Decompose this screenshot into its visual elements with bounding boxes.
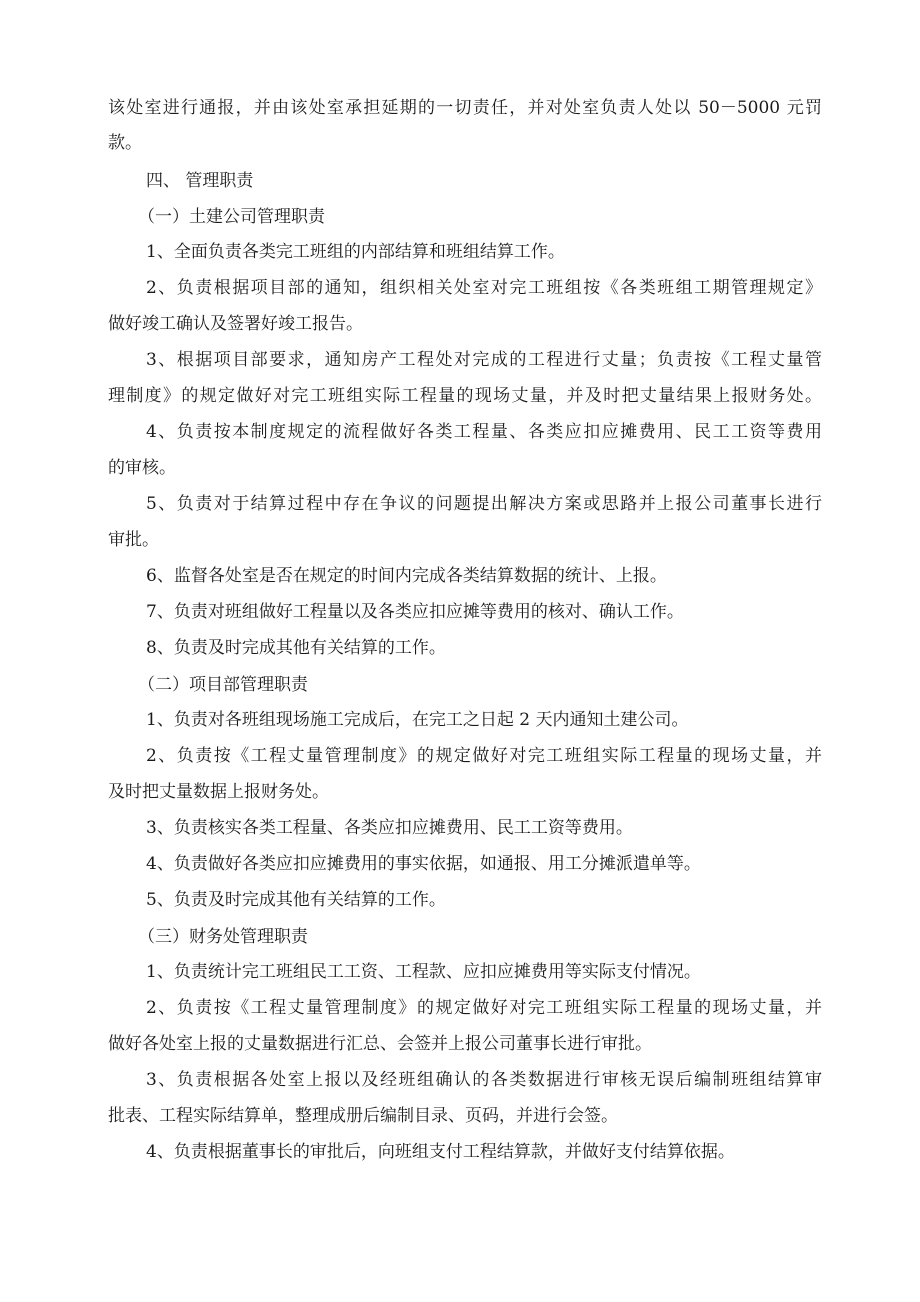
paragraph-line: 6、监督各处室是否在规定的时间内完成各类结算数据的统计、上报。 — [146, 566, 667, 586]
paragraph-line: 5、负责及时完成其他有关结算的工作。 — [146, 890, 446, 910]
paragraph-line: 该处室进行通报，并由该处室承担延期的一切责任，并对处室负责人处以 50－5000 元罚 — [108, 98, 822, 118]
paragraph-line: 款。 — [108, 133, 142, 153]
paragraph-line: 1、负责统计完工班组民工工资、工程款、应扣应摊费用等实际支付情况。 — [146, 962, 701, 982]
paragraph-line: 8、负责及时完成其他有关结算的工作。 — [146, 638, 446, 658]
paragraph-line: 做好各处室上报的丈量数据进行汇总、会签并上报公司董事长进行审批。 — [108, 1034, 652, 1054]
paragraph-line: 1、全面负责各类完工班组的内部结算和班组结算工作。 — [146, 242, 565, 262]
paragraph-line: 5、负责对于结算过程中存在争议的问题提出解决方案或思路并上报公司董事长进行 — [146, 494, 822, 514]
paragraph-line: 2、负责根据项目部的通知，组织相关处室对完工班组按《各类班组工期管理规定》 — [146, 278, 822, 298]
section-heading: 四、 管理职责 — [146, 171, 254, 191]
paragraph-line: 3、负责根据各处室上报以及经班组确认的各类数据进行审核无误后编制班组结算审 — [146, 1070, 822, 1090]
subsection-heading: （二）项目部管理职责 — [138, 675, 308, 695]
paragraph-line: 批表、工程实际结算单，整理成册后编制目录、页码，并进行会签。 — [108, 1106, 618, 1126]
paragraph-line: 1、负责对各班组现场施工完成后，在完工之日起 2 天内通知土建公司。 — [146, 710, 689, 730]
paragraph-line: 4、负责根据董事长的审批后，向班组支付工程结算款，并做好支付结算依据。 — [146, 1142, 735, 1162]
paragraph-line: 做好竣工确认及签署好竣工报告。 — [108, 314, 363, 334]
paragraph-line: 4、负责做好各类应扣应摊费用的事实依据，如通报、用工分摊派遣单等。 — [146, 854, 701, 874]
paragraph-line: 4、负责按本制度规定的流程做好各类工程量、各类应扣应摊费用、民工工资等费用 — [146, 422, 822, 442]
paragraph-line: 及时把丈量数据上报财务处。 — [108, 782, 329, 802]
paragraph-line: 审批。 — [108, 530, 159, 550]
paragraph-line: 7、负责对班组做好工程量以及各类应扣应摊等费用的核对、确认工作。 — [146, 602, 684, 622]
paragraph-line: 2、负责按《工程丈量管理制度》的规定做好对完工班组实际工程量的现场丈量，并 — [146, 998, 822, 1018]
paragraph-line: 3、根据项目部要求，通知房产工程处对完成的工程进行丈量；负责按《工程丈量管 — [146, 350, 822, 370]
paragraph-line: 理制度》的规定做好对完工班组实际工程量的现场丈量，并及时把丈量结果上报财务处。 — [108, 386, 822, 406]
paragraph-line: 3、负责核实各类工程量、各类应扣应摊费用、民工工资等费用。 — [146, 818, 633, 838]
paragraph-line: 2、负责按《工程丈量管理制度》的规定做好对完工班组实际工程量的现场丈量，并 — [146, 746, 822, 766]
subsection-heading: （一）土建公司管理职责 — [138, 207, 325, 227]
subsection-heading: （三）财务处管理职责 — [138, 927, 308, 947]
paragraph-line: 的审核。 — [108, 458, 176, 478]
